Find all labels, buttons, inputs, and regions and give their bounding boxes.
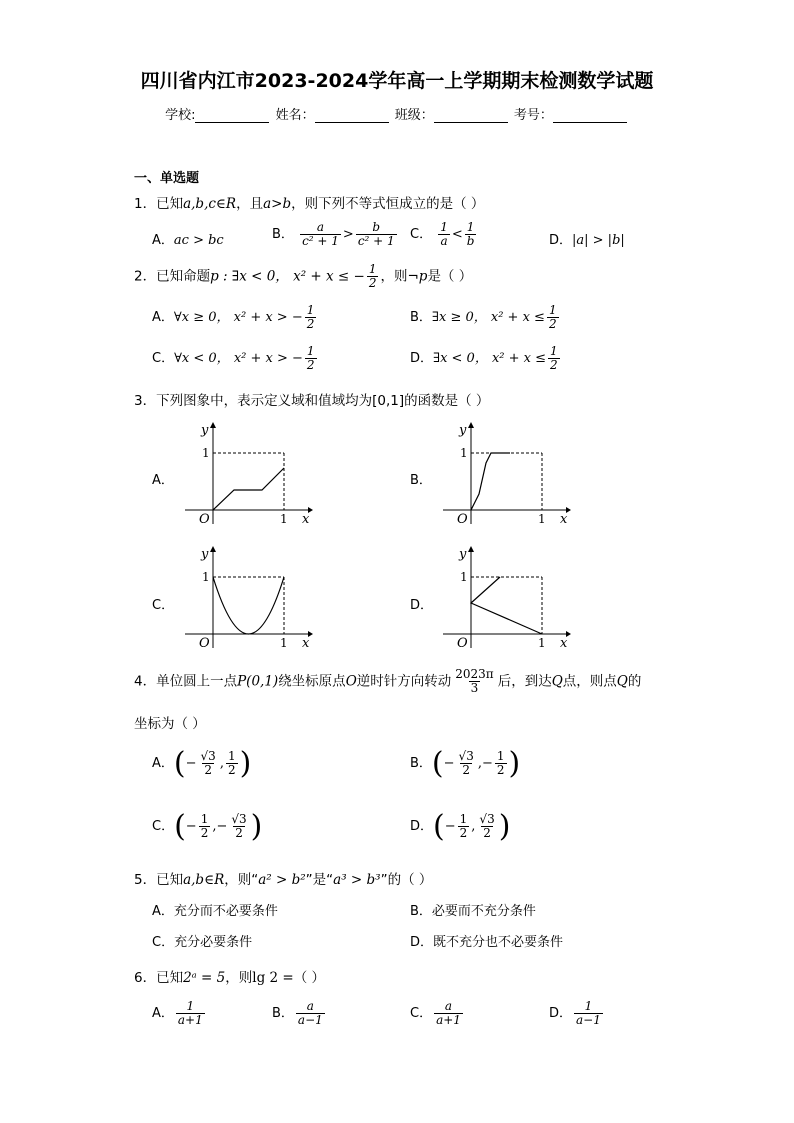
frac-numerator: 2023π (455, 667, 494, 681)
q1-text-c: ，则下列不等式恒成立的是（ ） (291, 196, 485, 212)
q1-option-c-label: C． (410, 227, 433, 243)
frac-denominator: 2 (548, 317, 557, 332)
frac-numerator: 1 (306, 344, 315, 358)
y-label: y (201, 423, 209, 438)
q5-text-a: 5．已知 (134, 872, 184, 888)
q1-option-d-math: |a| > |b| (572, 233, 625, 248)
class-label: 班级： (394, 108, 434, 123)
q6-a-frac (176, 1000, 205, 1027)
q2-option-c (152, 345, 319, 372)
q4-option-a-label: A． (152, 756, 174, 771)
function-curve (213, 468, 284, 510)
student-info-line (0, 104, 794, 123)
q4-text-c: 逆时针方向转动 (356, 673, 452, 690)
q4-option-c (152, 809, 262, 844)
question-4-stem-line2: 坐标为（ ） (134, 716, 206, 732)
q6-text-a: 6．已知 (134, 970, 184, 986)
y-axis-arrow (468, 422, 474, 428)
q6-d-frac (574, 1000, 603, 1027)
q4-text-d: 后，到达 (497, 673, 552, 690)
q5-option-b: B．必要而不充分条件 (410, 904, 536, 919)
frac-denominator: 2 (496, 763, 505, 777)
q2-frac (367, 263, 379, 290)
q5-option-a: A．充分而不必要条件 (152, 904, 278, 919)
q3-graph-a (182, 420, 314, 528)
q6-option-d (549, 1000, 605, 1027)
x-label: x (302, 636, 310, 651)
q1-b-operator: > (342, 227, 354, 243)
frac-numerator: a (316, 220, 325, 234)
q2-option-a (152, 304, 318, 331)
q1-math-a: a,b,c∈R (183, 196, 237, 212)
q6-c-frac (434, 1000, 463, 1027)
name-label: 姓名： (275, 108, 315, 123)
frac-numerator: b (372, 220, 381, 234)
q1-c-frac-1 (438, 221, 450, 248)
frac-denominator: 2 (459, 826, 468, 840)
paren-right: ) (239, 746, 252, 781)
y-tick-label: 1 (460, 446, 468, 460)
q2-b-frac (547, 304, 559, 331)
school-blank (195, 110, 269, 123)
q1-c-frac-2 (465, 221, 477, 248)
frac-numerator: a (444, 999, 453, 1013)
frac-denominator: a+1 (177, 1013, 203, 1028)
q4-text-a: 4．单位圆上一点 (134, 673, 238, 690)
q4-math-q: Q (551, 673, 563, 690)
frac-denominator: 3 (470, 681, 479, 696)
question-2-stem (134, 263, 472, 290)
frac-numerator: a (306, 999, 314, 1013)
frac-numerator: 1 (496, 748, 505, 763)
frac-denominator: 2 (235, 826, 243, 840)
q4-a-x (199, 750, 218, 777)
q2-a-frac (305, 304, 317, 331)
x-tick-label: 1 (280, 636, 288, 650)
paren-left: ( (174, 809, 186, 844)
q4-math-p: P(0,1) (237, 673, 279, 690)
q4-option-c-label: C． (152, 819, 175, 834)
question-5-stem (134, 868, 432, 888)
question-6-stem (134, 966, 325, 986)
q1-b-frac-1 (300, 221, 341, 248)
q2-c-frac (305, 345, 317, 372)
frac-numerator: √3 (479, 811, 495, 826)
frac-denominator: 2 (550, 358, 558, 373)
q4-b-y (495, 750, 507, 777)
q5-math-b: a² > b² (258, 872, 306, 888)
frac-denominator: a+1 (436, 1013, 461, 1028)
q1-option-d (549, 229, 625, 248)
q4-text-e: 点，则点 (562, 673, 617, 690)
frac-denominator: a−1 (576, 1013, 601, 1028)
y-label: y (459, 423, 467, 438)
q2-option-c-label: C． (152, 351, 175, 367)
q3-graph-c (182, 544, 314, 652)
x-tick-label: 1 (538, 636, 546, 650)
x-tick-label: 1 (280, 512, 288, 526)
x-tick-label: 1 (538, 512, 546, 526)
paren-left: ( (433, 809, 445, 844)
comma: ,− (477, 756, 493, 771)
q3-option-b-label: B． (410, 473, 432, 488)
frac-numerator: 1 (459, 811, 468, 826)
q2-text-c: 是（ ） (427, 268, 473, 285)
question-4-stem (134, 668, 641, 695)
frac-numerator: 1 (368, 262, 377, 276)
paren-left: ( (173, 746, 186, 781)
minus-sign: − (185, 756, 197, 771)
frac-denominator: a (440, 234, 448, 249)
q2-option-b-math: ∃x ≥ 0， x² + x ≤ (431, 310, 545, 326)
y-axis-arrow (210, 546, 216, 552)
frac-numerator: 1 (227, 748, 236, 763)
q5-option-d: D．既不充分也不必要条件 (410, 935, 564, 950)
q6-option-d-label: D． (549, 1006, 573, 1022)
q2-option-b (410, 304, 561, 331)
frac-denominator: 2 (306, 317, 315, 332)
comma: ,− (212, 819, 228, 834)
y-tick-label: 1 (202, 570, 210, 584)
q3-graph-b (440, 420, 572, 528)
q6-b-frac (296, 1000, 325, 1027)
y-tick-label: 1 (460, 570, 468, 584)
q4-c-y (229, 813, 248, 840)
frac-numerator: 1 (440, 220, 448, 234)
q2-option-b-label: B． (410, 310, 432, 326)
function-curve (213, 577, 284, 634)
paren-left: ( (431, 746, 444, 781)
q1-c-operator: < (451, 227, 463, 243)
q1-option-b (272, 221, 399, 248)
origin-label: O (199, 636, 210, 651)
paren-right: ) (498, 809, 511, 844)
q4-option-d-label: D． (410, 819, 434, 834)
q6-option-a (152, 1000, 207, 1027)
frac-denominator: 2 (204, 763, 212, 777)
frac-numerator: 1 (466, 220, 475, 234)
q3-option-a-label: A． (152, 473, 174, 488)
comma: , (471, 819, 476, 834)
name-blank (315, 110, 389, 123)
q5-text-c: ”是“ (305, 872, 334, 888)
frac-numerator: √3 (458, 748, 474, 763)
question-1-stem (134, 192, 484, 212)
frac-numerator: 1 (186, 999, 195, 1013)
q1-option-a (152, 229, 224, 248)
q5-math-a: a,b∈R (183, 872, 225, 888)
relation-curve (471, 577, 542, 634)
q1-option-a-math: ac > bc (173, 233, 224, 248)
q3-option-c-label: C． (152, 598, 175, 613)
frac-numerator: √3 (200, 748, 216, 763)
frac-denominator: c² + 1 (357, 234, 395, 249)
frac-numerator: 1 (584, 999, 593, 1013)
q2-option-d-label: D． (410, 351, 434, 367)
q6-math-a: 2ᵃ = 5 (183, 970, 226, 986)
minus-sign: − (443, 756, 455, 771)
q2-math: p : ∃x < 0， x² + x ≤ − (210, 268, 365, 285)
q4-math-q2: Q (616, 673, 628, 690)
q2-d-frac (548, 345, 560, 372)
x-label: x (302, 512, 310, 527)
q1-b-frac-2 (356, 221, 397, 248)
origin-label: O (199, 512, 210, 527)
frac-denominator: a−1 (297, 1013, 323, 1028)
q1-text-a: 1．已知 (134, 196, 184, 212)
q6-text-c: （ ） (293, 970, 325, 986)
paren-right: ) (250, 809, 263, 844)
q1-option-c (410, 221, 478, 248)
q4-option-d (410, 809, 510, 844)
q1-text-b: ，且 (236, 196, 264, 212)
q4-c-x (199, 813, 211, 840)
q1-option-d-label: D． (549, 233, 573, 248)
section-heading: 一、单选题 (134, 171, 200, 186)
frac-denominator: c² + 1 (302, 234, 339, 249)
frac-denominator: 2 (306, 358, 315, 373)
frac-numerator: 1 (200, 811, 209, 826)
number-blank (553, 110, 627, 123)
q4-option-b (410, 746, 520, 781)
q6-math-b: lg 2 = (252, 970, 294, 986)
y-axis-arrow (210, 422, 216, 428)
class-blank (434, 110, 508, 123)
y-label: y (201, 547, 209, 562)
function-curve (471, 453, 510, 510)
frac-numerator: 1 (548, 303, 557, 317)
frac-denominator: b (466, 234, 475, 249)
q6-option-a-label: A． (152, 1006, 174, 1022)
q4-math-o: O (345, 673, 357, 690)
q2-p: p (418, 268, 428, 285)
frac-denominator: 2 (483, 826, 491, 840)
frac-denominator: 2 (462, 763, 470, 777)
frac-denominator: 2 (200, 826, 209, 840)
y-axis-arrow (468, 546, 474, 552)
q2-option-d-math: ∃x < 0， x² + x ≤ (433, 351, 547, 367)
comma: , (219, 756, 224, 771)
frac-numerator: 1 (306, 303, 315, 317)
origin-label: O (457, 636, 468, 651)
q3-option-d-label: D． (410, 598, 434, 613)
y-tick-label: 1 (202, 446, 210, 460)
q2-option-c-math: ∀x < 0， x² + x > − (174, 351, 303, 367)
q4-option-b-label: B． (410, 756, 432, 771)
q2-option-a-label: A． (152, 310, 174, 326)
q4-angle-frac (453, 668, 495, 695)
q4-text-b: 绕坐标原点 (278, 673, 346, 690)
q1-math-b: a>b (263, 196, 292, 212)
school-label: 学校: (165, 108, 196, 123)
q6-option-c (410, 1000, 465, 1027)
q1-option-a-label: A． (152, 233, 174, 248)
q3-graph-d (440, 544, 572, 652)
q4-text-f: 的 (627, 673, 642, 690)
page-title: 四川省内江市2023-2024学年高一上学期期末检测数学试题 (140, 70, 654, 92)
q5-text-d: ”的（ ） (380, 872, 433, 888)
q6-text-b: ，则 (225, 970, 253, 986)
q2-text-b: ，则¬ (380, 268, 419, 285)
x-label: x (560, 636, 568, 651)
y-label: y (459, 547, 467, 562)
question-3-stem: 3．下列图象中，表示定义域和值域均为[0,1]的函数是（ ） (134, 393, 490, 409)
q2-option-a-math: ∀x ≥ 0， x² + x > − (173, 310, 303, 326)
frac-denominator: 2 (227, 763, 236, 777)
frac-denominator: 2 (368, 276, 377, 291)
q4-a-y (226, 750, 238, 777)
minus-sign: − (444, 819, 456, 834)
q2-option-d (410, 345, 562, 372)
q5-option-c: C．充分必要条件 (152, 935, 253, 950)
origin-label: O (457, 512, 468, 527)
q4-b-x (457, 750, 476, 777)
frac-numerator: √3 (231, 811, 247, 826)
q4-d-y (477, 813, 496, 840)
q6-option-c-label: C． (410, 1006, 433, 1022)
q5-math-c: a³ > b³ (333, 872, 381, 888)
q1-option-b-label: B． (272, 227, 294, 243)
q4-d-x (458, 813, 470, 840)
minus-sign: − (185, 819, 197, 834)
q2-text-a: 2．已知命题 (134, 268, 211, 285)
x-label: x (560, 512, 568, 527)
q6-option-b (272, 1000, 327, 1027)
q5-text-b: ，则“ (224, 872, 259, 888)
paren-right: ) (508, 746, 521, 781)
q6-option-b-label: B． (272, 1006, 294, 1022)
number-label: 考号： (513, 108, 553, 123)
frac-numerator: 1 (550, 344, 558, 358)
q4-option-a (152, 746, 251, 781)
